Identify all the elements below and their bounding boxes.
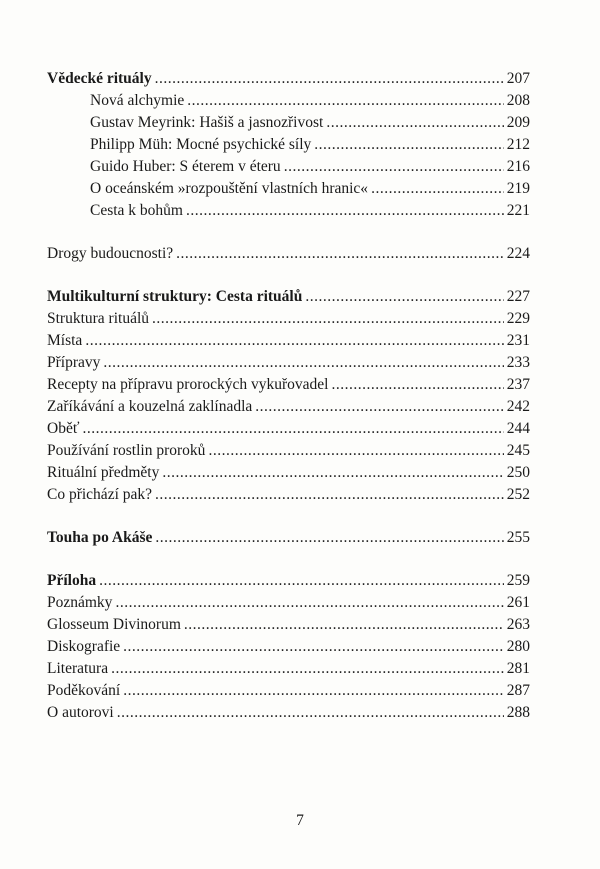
toc-entry xyxy=(47,286,530,308)
toc-entry-title: Cesta k bohům xyxy=(90,202,183,219)
toc-entry-title: Recepty na přípravu prorockých vykuřovadel xyxy=(47,376,329,393)
toc-entry xyxy=(47,68,530,90)
toc-entry-title: Přípravy xyxy=(47,354,101,371)
toc-entry-page: 288 xyxy=(506,704,530,721)
toc-entry xyxy=(47,440,530,462)
toc-entry xyxy=(47,484,530,506)
toc-entry xyxy=(47,592,530,614)
dot-leader xyxy=(255,396,503,418)
toc-entry-title: Gustav Meyrink: Hašiš a jasnozřivost xyxy=(90,114,324,131)
toc-entry-page: 224 xyxy=(506,245,530,262)
toc-entry-title: Poznámky xyxy=(47,594,113,611)
toc-entry xyxy=(47,352,530,374)
dot-leader xyxy=(123,680,504,702)
dot-leader xyxy=(155,484,504,506)
toc-entry xyxy=(47,112,530,134)
dot-leader xyxy=(152,308,504,330)
toc-entry-page: 209 xyxy=(506,114,530,131)
toc-entry-page: 263 xyxy=(506,616,530,633)
toc-entry-page: 280 xyxy=(506,638,530,655)
toc-entry-title: Struktura rituálů xyxy=(47,310,150,327)
toc-entry-page: 231 xyxy=(506,332,530,349)
toc-entry-title: Drogy budoucnosti? xyxy=(47,245,174,262)
dot-leader xyxy=(331,374,503,396)
toc-entry xyxy=(47,614,530,636)
toc-entry-title: Glosseum Divinorum xyxy=(47,616,181,633)
toc-entry xyxy=(47,396,530,418)
toc-entry-page: 219 xyxy=(506,180,530,197)
toc-entry-title: Oběť xyxy=(47,420,80,437)
toc-entry-page: 212 xyxy=(506,136,530,153)
toc-entry-page: 252 xyxy=(506,486,530,503)
dot-leader xyxy=(176,243,504,265)
toc-entry-title: Rituální předměty xyxy=(47,464,160,481)
dot-leader xyxy=(155,527,503,549)
dot-leader xyxy=(314,134,503,156)
toc-entry xyxy=(47,90,530,112)
toc-entry-title: Literatura xyxy=(47,660,109,677)
toc-entry-title: Guido Huber: S éterem v éteru xyxy=(90,158,281,175)
table-of-contents xyxy=(47,68,530,745)
toc-section xyxy=(47,286,530,506)
toc-entry xyxy=(47,178,530,200)
toc-entry-page: 216 xyxy=(506,158,530,175)
toc-entry-page: 259 xyxy=(506,572,530,589)
page-number: 7 xyxy=(296,812,304,829)
toc-entry xyxy=(47,330,530,352)
toc-entry xyxy=(47,462,530,484)
dot-leader xyxy=(187,90,503,112)
toc-entry-page: 244 xyxy=(506,420,530,437)
toc-entry xyxy=(47,134,530,156)
toc-section xyxy=(47,527,530,549)
toc-entry xyxy=(47,156,530,178)
toc-entry xyxy=(47,702,530,724)
dot-leader xyxy=(155,68,504,90)
toc-entry-page: 207 xyxy=(506,70,530,87)
toc-entry-page: 281 xyxy=(506,660,530,677)
toc-entry-page: 287 xyxy=(506,682,530,699)
dot-leader xyxy=(123,636,504,658)
toc-entry-page: 250 xyxy=(506,464,530,481)
toc-entry-page: 245 xyxy=(506,442,530,459)
dot-leader xyxy=(99,570,504,592)
toc-entry xyxy=(47,658,530,680)
dot-leader xyxy=(85,330,503,352)
toc-entry-title: Touha po Akáše xyxy=(47,529,153,546)
dot-leader xyxy=(305,286,503,308)
toc-entry-title: Příloha xyxy=(47,572,97,589)
toc-entry-title: Místa xyxy=(47,332,83,349)
toc-section xyxy=(47,243,530,265)
dot-leader xyxy=(186,200,504,222)
toc-entry-title: O oceánském »rozpouštění vlastních hranic« xyxy=(90,180,369,197)
dot-leader xyxy=(82,418,503,440)
dot-leader xyxy=(103,352,503,374)
toc-entry-title: O autorovi xyxy=(47,704,114,721)
dot-leader xyxy=(326,112,503,134)
dot-leader xyxy=(371,178,504,200)
toc-entry xyxy=(47,418,530,440)
toc-entry xyxy=(47,308,530,330)
dot-leader xyxy=(111,658,504,680)
toc-entry-page: 208 xyxy=(506,92,530,109)
toc-section xyxy=(47,68,530,222)
toc-entry-page: 221 xyxy=(506,202,530,219)
toc-entry-page: 229 xyxy=(506,310,530,327)
toc-entry-page: 233 xyxy=(506,354,530,371)
dot-leader xyxy=(162,462,503,484)
toc-entry-title: Diskografie xyxy=(47,638,121,655)
dot-leader xyxy=(184,614,504,636)
toc-entry-page: 261 xyxy=(506,594,530,611)
toc-entry-title: Nová alchymie xyxy=(90,92,185,109)
toc-entry-page: 237 xyxy=(506,376,530,393)
toc-entry-title: Multikulturní struktury: Cesta rituálů xyxy=(47,288,303,305)
toc-entry xyxy=(47,636,530,658)
toc-entry-title: Používání rostlin proroků xyxy=(47,442,206,459)
toc-entry-page: 227 xyxy=(506,288,530,305)
toc-entry-title: Co přichází pak? xyxy=(47,486,153,503)
toc-entry xyxy=(47,527,530,549)
dot-leader xyxy=(117,702,504,724)
toc-entry xyxy=(47,374,530,396)
toc-entry-title: Poděkování xyxy=(47,682,121,699)
toc-entry-title: Philipp Müh: Mocné psychické síly xyxy=(90,136,312,153)
toc-entry-page: 255 xyxy=(506,529,530,546)
toc-entry xyxy=(47,200,530,222)
toc-entry-title: Vědecké rituály xyxy=(47,70,152,87)
toc-section xyxy=(47,570,530,724)
toc-entry xyxy=(47,680,530,702)
toc-entry-page: 242 xyxy=(506,398,530,415)
toc-entry xyxy=(47,243,530,265)
dot-leader xyxy=(284,156,504,178)
toc-entry xyxy=(47,570,530,592)
toc-entry-title: Zaříkávání a kouzelná zaklínadla xyxy=(47,398,253,415)
dot-leader xyxy=(208,440,503,462)
dot-leader xyxy=(115,592,503,614)
